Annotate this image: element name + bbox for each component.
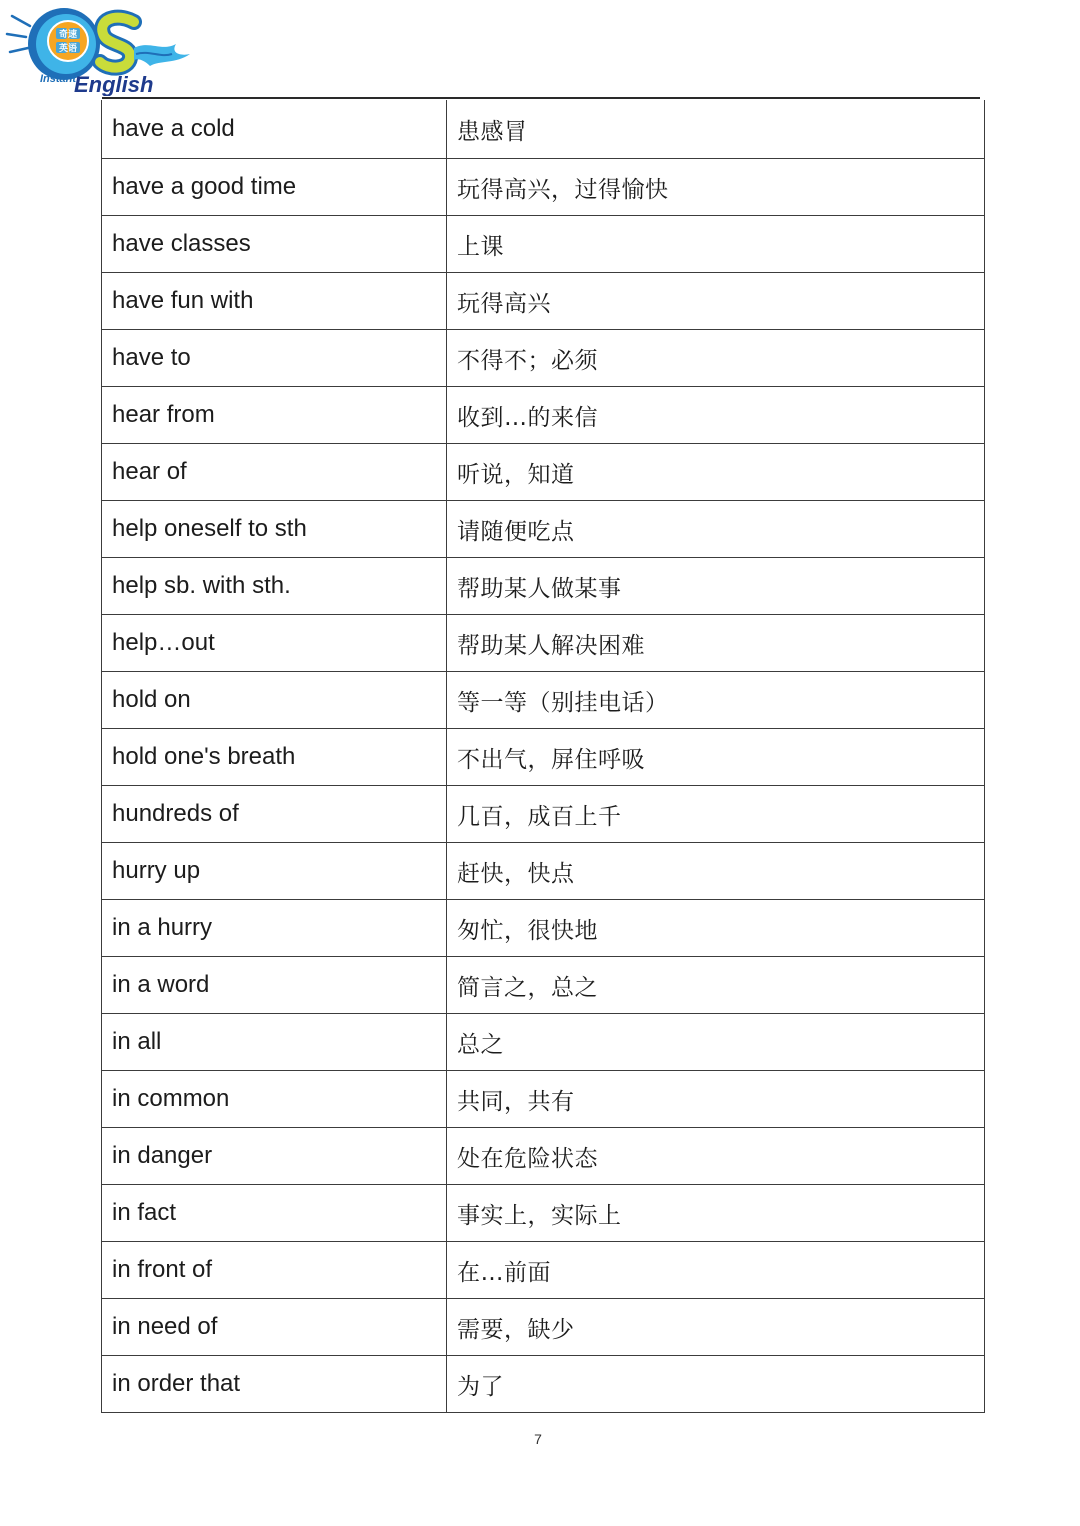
chinese-meaning: 听说，知道 xyxy=(447,444,985,501)
english-phrase: have a cold xyxy=(102,100,447,159)
chinese-meaning: 玩得高兴，过得愉快 xyxy=(447,159,985,216)
english-phrase: help…out xyxy=(102,615,447,672)
english-phrase: hundreds of xyxy=(102,786,447,843)
header-rule xyxy=(102,97,980,99)
table-row xyxy=(102,216,985,273)
chinese-meaning: 几百，成百上千 xyxy=(447,786,985,843)
table-row xyxy=(102,501,985,558)
svg-text:奇速: 奇速 xyxy=(58,30,78,40)
english-phrase: have a good time xyxy=(102,159,447,216)
chinese-meaning: 上课 xyxy=(447,216,985,273)
chinese-meaning: 为了 xyxy=(447,1356,985,1413)
english-phrase: have fun with xyxy=(102,273,447,330)
english-phrase: help oneself to sth xyxy=(102,501,447,558)
english-phrase: in a word xyxy=(102,957,447,1014)
svg-text:Instant: Instant xyxy=(40,73,77,85)
table-row xyxy=(102,1128,985,1185)
chinese-meaning: 不出气，屏住呼吸 xyxy=(447,729,985,786)
table-row xyxy=(102,1014,985,1071)
english-phrase: in order that xyxy=(102,1356,447,1413)
chinese-meaning: 共同，共有 xyxy=(447,1071,985,1128)
table-row xyxy=(102,1242,985,1299)
table-row xyxy=(102,1356,985,1413)
table-row xyxy=(102,729,985,786)
table-row xyxy=(102,159,985,216)
table-row xyxy=(102,900,985,957)
english-phrase: in need of xyxy=(102,1299,447,1356)
chinese-meaning: 患感冒 xyxy=(447,100,985,159)
table-row xyxy=(102,558,985,615)
vocabulary-table xyxy=(101,100,985,1413)
english-phrase: hold on xyxy=(102,672,447,729)
chinese-meaning: 赶快，快点 xyxy=(447,843,985,900)
table-row xyxy=(102,330,985,387)
english-phrase: help sb. with sth. xyxy=(102,558,447,615)
english-phrase: in common xyxy=(102,1071,447,1128)
chinese-meaning: 不得不；必须 xyxy=(447,330,985,387)
table-row xyxy=(102,1299,985,1356)
chinese-meaning: 简言之，总之 xyxy=(447,957,985,1014)
english-phrase: hear from xyxy=(102,387,447,444)
chinese-meaning: 请随便吃点 xyxy=(447,501,985,558)
chinese-meaning: 在…前面 xyxy=(447,1242,985,1299)
english-phrase: in fact xyxy=(102,1185,447,1242)
english-phrase: have to xyxy=(102,330,447,387)
table-row xyxy=(102,444,985,501)
chinese-meaning: 需要，缺少 xyxy=(447,1299,985,1356)
chinese-meaning: 收到…的来信 xyxy=(447,387,985,444)
chinese-meaning: 处在危险状态 xyxy=(447,1128,985,1185)
english-phrase: in a hurry xyxy=(102,900,447,957)
table-row xyxy=(102,615,985,672)
chinese-meaning: 匆忙，很快地 xyxy=(447,900,985,957)
table-row xyxy=(102,1071,985,1128)
svg-text:English: English xyxy=(74,72,154,96)
chinese-meaning: 事实上，实际上 xyxy=(447,1185,985,1242)
table-row xyxy=(102,672,985,729)
english-phrase: in all xyxy=(102,1014,447,1071)
brand-logo xyxy=(4,4,194,96)
table-row xyxy=(102,786,985,843)
english-phrase: hear of xyxy=(102,444,447,501)
table-row xyxy=(102,843,985,900)
english-phrase: in front of xyxy=(102,1242,447,1299)
table-row xyxy=(102,387,985,444)
chinese-meaning: 玩得高兴 xyxy=(447,273,985,330)
english-phrase: hold one's breath xyxy=(102,729,447,786)
chinese-meaning: 等一等（别挂电话） xyxy=(447,672,985,729)
table-row xyxy=(102,100,985,159)
chinese-meaning: 帮助某人解决困难 xyxy=(447,615,985,672)
page-number: 7 xyxy=(534,1431,542,1447)
svg-text:英语: 英语 xyxy=(58,44,78,54)
chinese-meaning: 总之 xyxy=(447,1014,985,1071)
table-row xyxy=(102,1185,985,1242)
table-row xyxy=(102,957,985,1014)
logo-graphic xyxy=(4,4,194,96)
table-row xyxy=(102,273,985,330)
english-phrase: in danger xyxy=(102,1128,447,1185)
english-phrase: have classes xyxy=(102,216,447,273)
english-phrase: hurry up xyxy=(102,843,447,900)
chinese-meaning: 帮助某人做某事 xyxy=(447,558,985,615)
